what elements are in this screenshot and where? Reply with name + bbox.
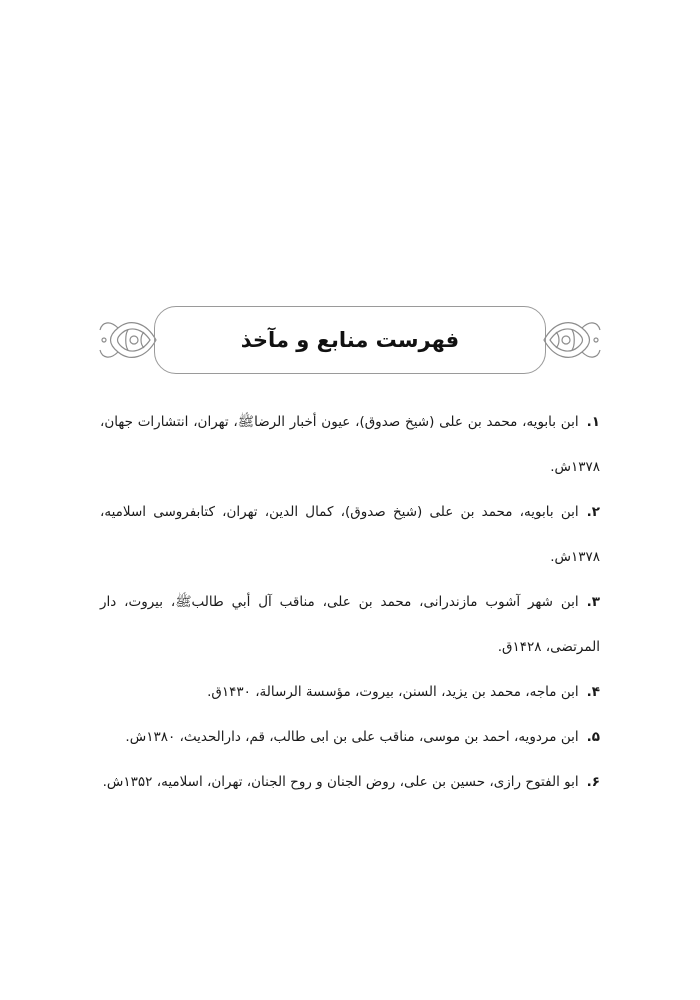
reference-text: ابن ماجه، محمد بن يزيد، السنن، بيروت، مؤسسة الرسالة، ۱۴۳۰ق. [207,684,579,700]
reference-text: ابن بابويه، محمد بن على (شيخ صدوق)، كمال الدين، تهران، كتابفروسى اسلاميه، ۱۳۷۸ش. [100,504,600,565]
arabesque-ornament-left-icon [98,310,158,370]
reference-item [100,760,600,805]
reference-item [100,580,600,670]
reference-list [100,400,600,805]
title-frame [154,306,546,374]
reference-item [100,670,600,715]
reference-item [100,490,600,580]
reference-text: ابو الفتوح رازى، حسين بن على، روض الجنان و روح الجنان، تهران، اسلاميه، ۱۳۵۲ش. [102,774,579,790]
reference-item [100,715,600,760]
arabesque-ornament-right-icon [542,310,602,370]
reference-text: ابن بابويه، محمد بن على (شيخ صدوق)، عيون أخبار الرضا‌ﷺ، تهران، انتشارات جهان، ۱۳۷۸ش. [100,414,600,475]
reference-text: ابن شهر آشوب مازندرانى، محمد بن على، مناقب آل أبي طالب‌ﷺ، بيروت، دار المرتضى، ۱۴۲۸ق. [100,594,600,655]
reference-number: ۱. [586,414,600,430]
reference-number: ۴. [586,684,600,700]
reference-item [100,400,600,490]
reference-text: ابن مردويه، احمد بن موسى، مناقب على بن ابى طالب، قم، دارالحديث، ۱۳۸۰ش. [125,729,579,745]
reference-number: ۵. [586,729,600,745]
reference-number: ۳. [586,594,600,610]
page-title: فهرست منابع و مآخذ [240,328,460,352]
reference-number: ۶. [586,774,600,790]
reference-number: ۲. [586,504,600,520]
